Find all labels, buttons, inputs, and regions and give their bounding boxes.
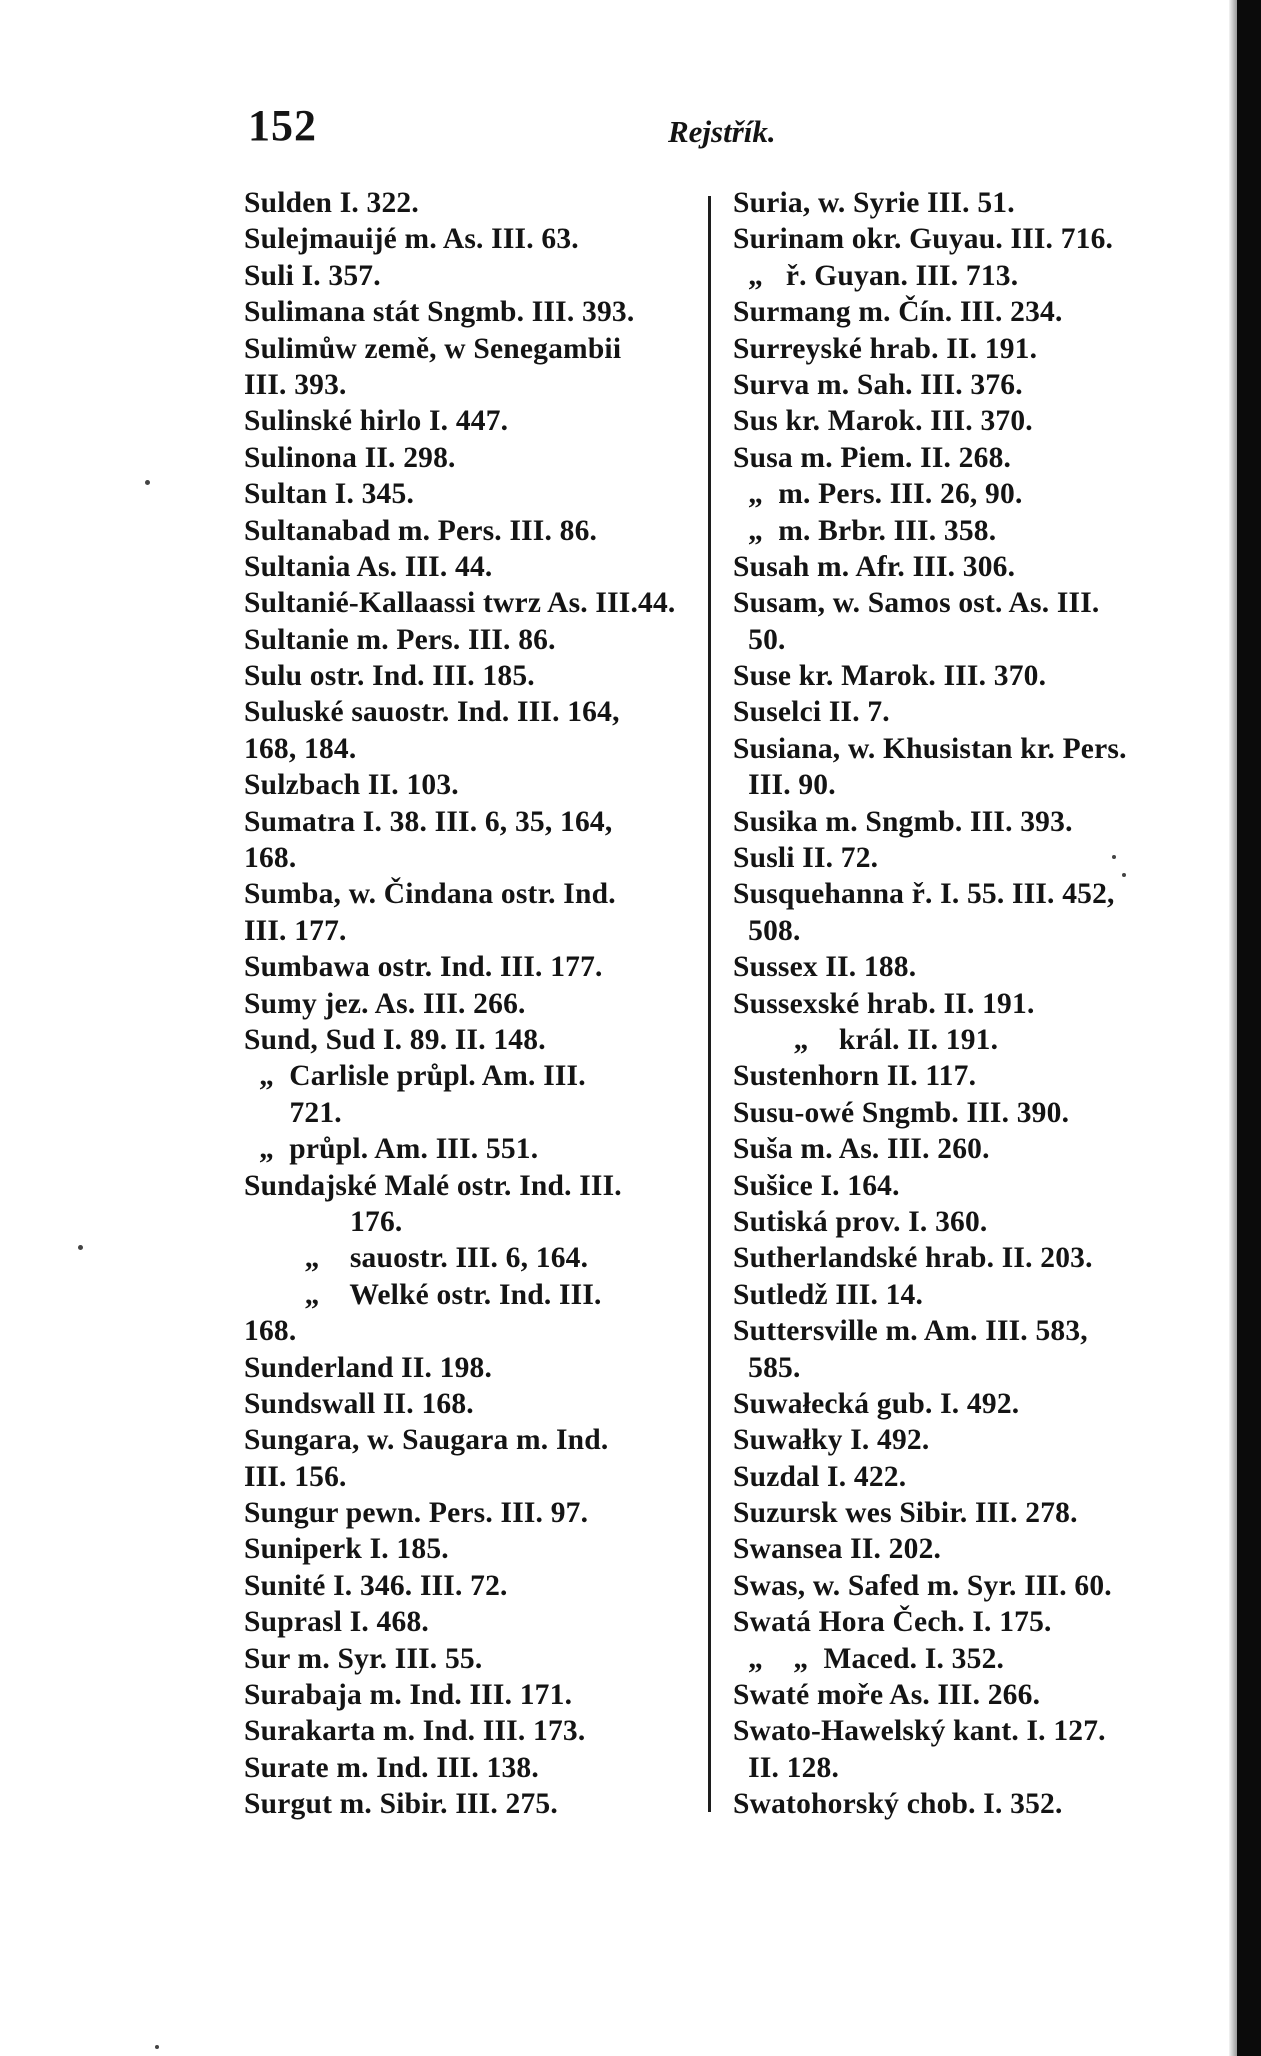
index-entry-left: Sulinona II. 298. [244, 441, 456, 474]
index-entry-left: Sulu ostr. Ind. III. 185. [244, 660, 535, 693]
index-entry-right: 50. [733, 623, 786, 656]
index-entry-left: 168. [244, 842, 297, 875]
index-entry-left: Suluské sauostr. Ind. III. 164, [244, 696, 620, 729]
index-entry-left: III. 177. [244, 914, 347, 947]
index-entry-right: Suwałecká gub. I. 492. [733, 1387, 1020, 1420]
index-entry-left: Sulden I. 322. [244, 187, 419, 219]
index-entry-right: „ král. II. 191. [733, 1023, 999, 1056]
index-entry-right: Sustenhorn II. 117. [733, 1060, 977, 1093]
index-entry-right: Suzursk wes Sibir. III. 278. [733, 1497, 1078, 1530]
index-entry-left: Sultania As. III. 44. [244, 550, 493, 583]
index-entry-right: Suša m. As. III. 260. [733, 1133, 990, 1166]
index-entry-left: Sumbawa ostr. Ind. III. 177. [244, 951, 603, 984]
index-entry-left: Sunderland II. 198. [244, 1351, 493, 1384]
index-entry-right: Swatá Hora Čech. I. 175. [733, 1606, 1052, 1639]
page-edge-shadow [1229, 0, 1237, 2056]
index-entry-left: „ sauostr. III. 6, 164. [244, 1242, 589, 1275]
print-speck [1112, 855, 1116, 859]
index-entry-left: Sumba, w. Čindana ostr. Ind. [244, 878, 616, 911]
index-entry-left: „ Carlisle průpl. Am. III. [244, 1060, 586, 1093]
index-entry-right: Sussex II. 188. [733, 951, 917, 984]
index-entry-left: Sund, Sud I. 89. II. 148. [244, 1023, 546, 1056]
index-entry-left: Surabaja m. Ind. III. 171. [244, 1679, 573, 1712]
index-entry-right: Swatohorský chob. I. 352. [733, 1788, 1063, 1821]
index-entry-right: Surva m. Sah. III. 376. [733, 368, 1023, 401]
index-entry-left: Sultanie m. Pers. III. 86. [244, 623, 556, 656]
index-entry-left: III. 393. [244, 368, 347, 401]
index-entry-right: Susika m. Sngmb. III. 393. [733, 805, 1073, 838]
index-entry-right: Suse kr. Marok. III. 370. [733, 660, 1047, 693]
index-entry-right: Swato-Hawelský kant. I. 127. [733, 1715, 1106, 1748]
index-entry-right: Suwałky I. 492. [733, 1424, 930, 1457]
index-entry-right: Sussexské hrab. II. 191. [733, 987, 1035, 1020]
index-entry-right: Susquehanna ř. I. 55. III. 452, [733, 878, 1115, 911]
index-entry-left: „ Welké ostr. Ind. III. [244, 1278, 602, 1311]
index-entry-left: Sulinské hirlo I. 447. [244, 405, 509, 438]
index-entry-right: Suria, w. Syrie III. 51. [733, 187, 1015, 219]
index-entry-left: Sultanié-Kallaassi twrz As. III.44. [244, 587, 676, 620]
print-speck [155, 2045, 159, 2049]
index-entry-left: Sultan I. 345. [244, 478, 415, 511]
index-entry-left: Suniperk I. 185. [244, 1533, 449, 1566]
index-entry-left: 721. [244, 1096, 342, 1129]
index-entry-left: Sulimana stát Sngmb. III. 393. [244, 296, 635, 329]
index-entry-left: Sur m. Syr. III. 55. [244, 1642, 483, 1675]
column-divider [708, 196, 711, 1812]
index-entry-right: Surreyské hrab. II. 191. [733, 332, 1038, 365]
index-entry-left: Sungara, w. Saugara m. Ind. [244, 1424, 609, 1457]
index-entry-left: Surgut m. Sibir. III. 275. [244, 1788, 558, 1821]
right-column [733, 185, 1195, 1823]
index-entry-left: Surate m. Ind. III. 138. [244, 1751, 539, 1784]
index-entry-right: Susah m. Afr. III. 306. [733, 550, 1016, 583]
index-entry-left: Sulzbach II. 103. [244, 769, 459, 802]
index-entry-right: Sus kr. Marok. III. 370. [733, 405, 1033, 438]
index-entry-right: Surinam okr. Guyau. III. 716. [733, 223, 1114, 256]
index-entry-right: „ „ Maced. I. 352. [733, 1642, 1005, 1675]
index-entry-right: Swaté moře As. III. 266. [733, 1679, 1041, 1712]
index-entry-left: Sultanabad m. Pers. III. 86. [244, 514, 598, 547]
index-entry-right: II. 128. [733, 1751, 840, 1784]
index-entry-right: Susiana, w. Khusistan kr. Pers. [733, 732, 1127, 765]
index-entry-right: Sušice I. 164. [733, 1169, 900, 1202]
running-head: Rejstřík. [668, 114, 776, 149]
index-entry-right: Susli II. 72. [733, 842, 879, 875]
page-number: 152 [248, 101, 317, 150]
index-entry-right: „ m. Brbr. III. 358. [733, 514, 997, 547]
index-entry-right: Suttersville m. Am. III. 583, [733, 1315, 1088, 1348]
index-entry-right: Sutherlandské hrab. II. 203. [733, 1242, 1093, 1275]
index-entry-right: „ ř. Guyan. III. 713. [733, 259, 1019, 292]
print-speck [1122, 873, 1126, 877]
left-column [244, 185, 704, 1823]
index-entry-right: Sutledž III. 14. [733, 1278, 924, 1311]
index-entry-right: Susu-owé Sngmb. III. 390. [733, 1096, 1070, 1129]
index-entry-right: Susam, w. Samos ost. As. III. [733, 587, 1100, 620]
index-entry-left: „ průpl. Am. III. 551. [244, 1133, 539, 1166]
index-entry-left: Sulejmauijé m. As. III. 63. [244, 223, 579, 256]
index-entry-left: Surakarta m. Ind. III. 173. [244, 1715, 586, 1748]
index-entry-left: Sunité I. 346. III. 72. [244, 1569, 508, 1602]
index-entry-right: Surmang m. Čín. III. 234. [733, 296, 1063, 329]
index-entry-right: Suzdal I. 422. [733, 1460, 907, 1493]
index-entry-left: Sungur pewn. Pers. III. 97. [244, 1497, 589, 1530]
index-entry-left: Sundajské Malé ostr. Ind. III. [244, 1169, 622, 1202]
index-entry-right: Sutiská prov. I. 360. [733, 1205, 988, 1238]
index-entry-left: Sundswall II. 168. [244, 1387, 474, 1420]
print-speck [78, 1245, 83, 1250]
index-entry-right: Suselci II. 7. [733, 696, 890, 729]
index-entry-right: III. 90. [733, 769, 836, 802]
index-entry-left: 168. [244, 1315, 297, 1348]
index-entry-left: Sumatra I. 38. III. 6, 35, 164, [244, 805, 613, 838]
index-entry-left: Sumy jez. As. III. 266. [244, 987, 526, 1020]
index-entry-right: 508. [733, 914, 801, 947]
index-entry-right: „ m. Pers. III. 26, 90. [733, 478, 1023, 511]
index-entry-right: Susa m. Piem. II. 268. [733, 441, 1012, 474]
index-entry-left: 168, 184. [244, 732, 357, 765]
scan-border [1237, 0, 1261, 2056]
index-entry-left: 176. [244, 1205, 403, 1238]
print-speck [145, 480, 150, 485]
index-entry-right: 585. [733, 1351, 801, 1384]
index-entry-right: Swas, w. Safed m. Syr. III. 60. [733, 1569, 1112, 1602]
index-entry-left: Suli I. 357. [244, 259, 381, 292]
index-entry-left: Suprasl I. 468. [244, 1606, 429, 1639]
index-entry-right: Swansea II. 202. [733, 1533, 942, 1566]
index-entry-left: Sulimůw země, w Senegambii [244, 332, 622, 365]
index-entry-left: III. 156. [244, 1460, 347, 1493]
